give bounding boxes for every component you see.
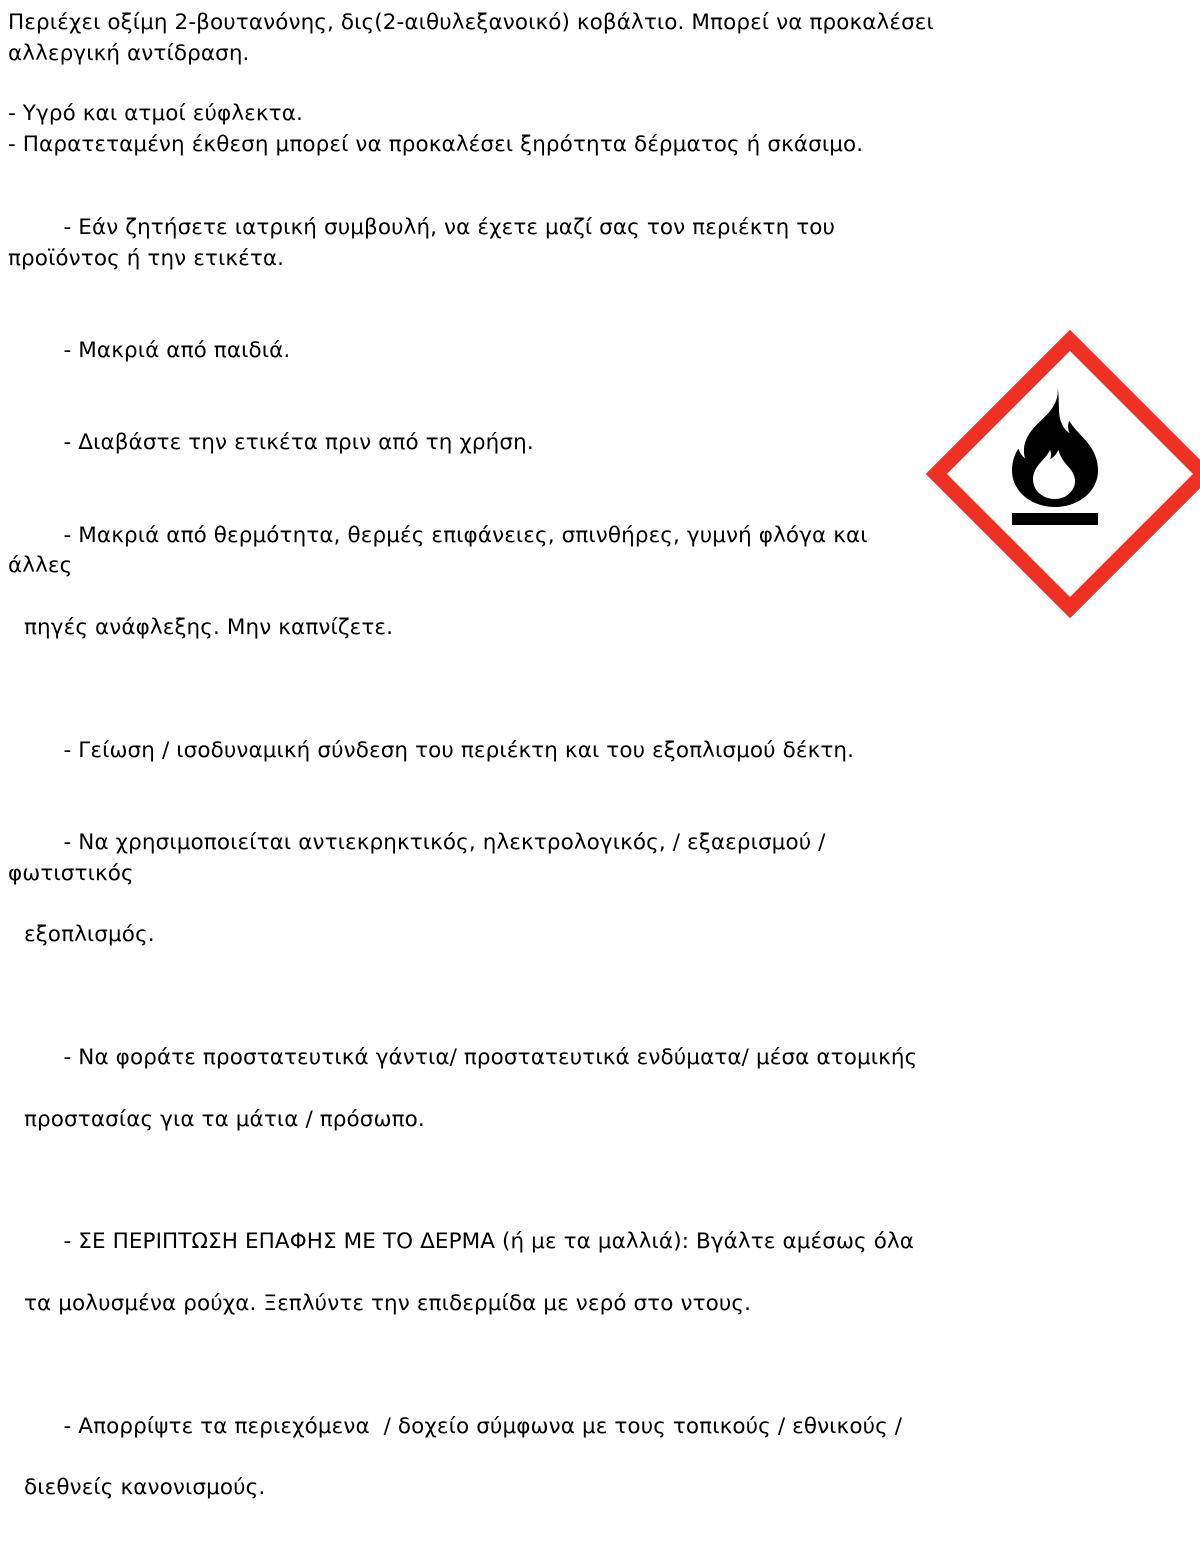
spacer (8, 161, 938, 183)
flame-ground-bar (1012, 513, 1098, 525)
list-item-line1: - Απορρίψτε τα περιεχόμενα / δοχείο σύμφωνα με τους τοπικούς / εθνικούς / (63, 1413, 903, 1439)
pictogram-symbol (930, 334, 1180, 584)
list-item-line1: - Γείωση / ισοδυναμική σύνδεση του περιέκτη και του εξοπλισμού δέκτη. (63, 737, 855, 763)
list-item-line1: - Μακριά από θερμότητα, θερμές επιφάνειες, σπινθήρες, γυμνή φλόγα και άλλες (8, 522, 875, 579)
list-item (8, 490, 938, 705)
list-item-line1: - Να χρησιμοποιείται αντιεκρηκτικός, ηλεκτρολογικός, / εξαερισμού / φωτιστικός (8, 829, 833, 886)
list-item-line2: προστασίας για τα μάτια / πρόσωπο. (24, 1106, 425, 1132)
list-item (8, 398, 938, 490)
label-text-column (8, 8, 941, 1566)
list-item (8, 1012, 938, 1196)
contains-statement: Περιέχει οξίμη 2-βουτανόνης, δις(2-αιθυλεξανοικό) κοβάλτιο. Μπορεί να προκαλέσει αλλεργική αντίδραση. (8, 10, 941, 66)
list-item-line2: διεθνείς κανονισμούς. (24, 1475, 266, 1501)
list-item-line2: εξοπλισμός. (24, 922, 155, 948)
list-item (8, 705, 938, 797)
list-item-line1: - Εάν ζητήσετε ιατρική συμβουλή, να έχετε μαζί σας τον περιέκτη του προϊόντος ή την ετικέτα. (8, 215, 843, 271)
list-item (8, 1381, 938, 1565)
precautionary-statement-list (8, 183, 938, 1566)
list-item-line2: τα μολυσμένα ρούχα. Ξεπλύντε την επιδερμίδα με νερό στο ντους. (24, 1290, 752, 1316)
flame-icon (1009, 387, 1101, 507)
list-item-line1: - ΣΕ ΠΕΡΙΠΤΩΣΗ ΕΠΑΦΗΣ ΜΕ ΤΟ ΔΕΡΜΑ (ή με τα μαλλιά): Βγάλτε αμέσως όλα (63, 1229, 915, 1255)
list-item-line2: πηγές ανάφλεξης. Μην καπνίζετε. (24, 614, 394, 640)
hazard-statement-list (8, 99, 938, 160)
list-item (8, 305, 938, 397)
list-item-line1: - Να φοράτε προστατευτικά γάντια/ προστατευτικά ενδύματα/ μέσα ατομικής (63, 1045, 918, 1071)
list-item: - Παρατεταμένη έκθεση μπορεί να προκαλέσει ξηρότητα δέρματος ή σκάσιμο. (8, 131, 864, 157)
list-item-line1: - Διαβάστε την ετικέτα πριν από τη χρήση. (63, 430, 534, 456)
list-item (8, 183, 938, 306)
spacer (8, 69, 938, 99)
ghs-flammable-pictogram (930, 334, 1180, 584)
list-item (8, 1197, 938, 1381)
list-item (8, 797, 938, 1012)
list-item-line1: - Μακριά από παιδιά. (63, 338, 291, 364)
list-item: - Υγρό και ατμοί εύφλεκτα. (8, 101, 303, 127)
